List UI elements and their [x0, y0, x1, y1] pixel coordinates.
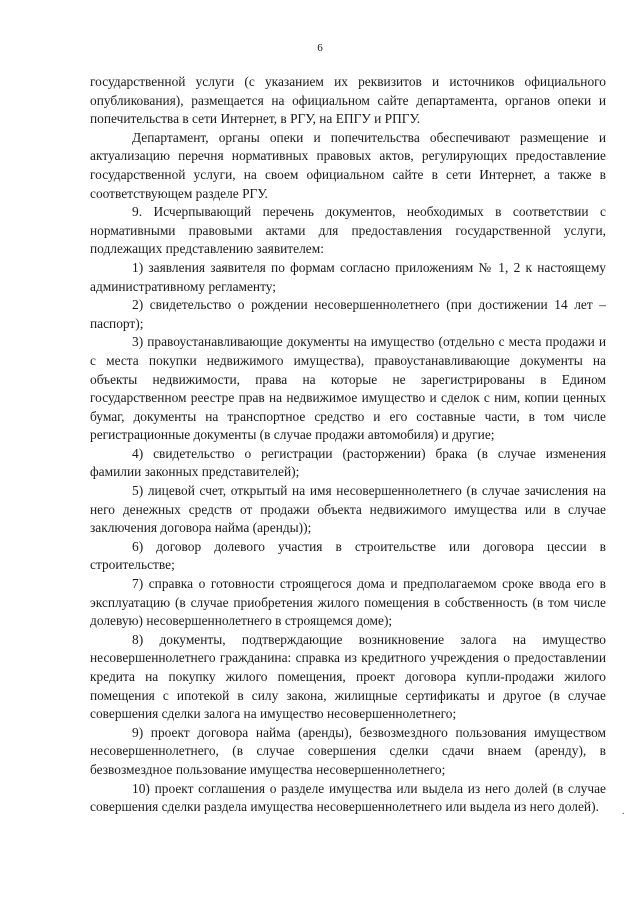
list-item-9: 9) проект договора найма (аренды), безвозмездного пользования имуществом несовершеннолетнего, (в случае совершения сделки сдачи внаем (аренду), в безвозмездное пользование имущества несовершеннолетнего;	[90, 724, 606, 777]
page-number: 6	[317, 42, 323, 54]
list-item-3: 3) правоустанавливающие документы на имущество (отдельно с места продажи и с места покупки недвижимого имущества), правоустанавливающие документы на объекты недвижимости, права на которые не зарегистрированы в Едином государственном реестре прав на недвижимое имущество и сделок с ним, копии ценных бумаг, документы на транспортное средство и его составные части, в том числе регистрационные документы (в случае продажи автомобиля) и другие;	[90, 334, 606, 443]
list-item-8: 8) документы, подтверждающие возникновение залога на имущество несовершеннолетнего гражданина: справка из кредитного учреждения о предоставлении кредита на покупку жилого помещения, проект договора купли-продажи жилого помещения с ипотекой в силу закона, жилищные сертификаты и другое (в случае совершения сделки залога на имущество несовершеннолетнего;	[90, 631, 606, 722]
paragraph-continuation: государственной услуги (с указанием их реквизитов и источников официального опубликования), размещается на официальном сайте департамента, органов опеки и попечительства в сети Интернет, в РГУ, на ЕПГУ и РПГУ.	[90, 74, 606, 127]
list-item-1: 1) заявления заявителя по формам согласно приложениям № 1, 2 к настоящему административному регламенту;	[90, 259, 606, 294]
paragraph-legal-acts: Департамент, органы опеки и попечительства обеспечивают размещение и актуализацию перечня нормативных правовых актов, регулирующих предоставление государственной услуги, на своем официальном сайте в сети Интернет, а также в соответствующем разделе РГУ.	[90, 129, 606, 201]
list-item-7: 7) справка о готовности строящегося дома и предполагаемом сроке ввода его в эксплуатацию (в случае приобретения жилого помещения в собственность (в том числе долевую) несовершеннолетнего в строящемся доме);	[90, 576, 606, 629]
list-item-4: 4) свидетельство о регистрации (расторжении) брака (в случае изменения фамилии законных представителей);	[90, 445, 606, 480]
margin-mark: .	[622, 806, 625, 817]
page-body	[90, 73, 606, 817]
paragraph-section-9: 9. Исчерпывающий перечень документов, необходимых в соответствии с нормативными правовыми актами для предоставления государственной услуги, подлежащих представлению заявителем:	[90, 204, 606, 257]
list-item-10: 10) проект соглашения о разделе имущества или выдела из него долей (в случае совершения сделки раздела имущества несовершеннолетнего или выдела из него долей).	[90, 780, 606, 815]
list-item-2: 2) свидетельство о рождении несовершеннолетнего (при достижении 14 лет – паспорт);	[90, 297, 606, 331]
list-item-5: 5) лицевой счет, открытый на имя несовершеннолетнего (в случае зачисления на него денежных средств от продажи объекта недвижимого имущества или в случае заключения договора найма (аренды));	[90, 483, 606, 536]
list-item-6: 6) договор долевого участия в строительстве или договора цессии в строительстве;	[90, 538, 606, 573]
